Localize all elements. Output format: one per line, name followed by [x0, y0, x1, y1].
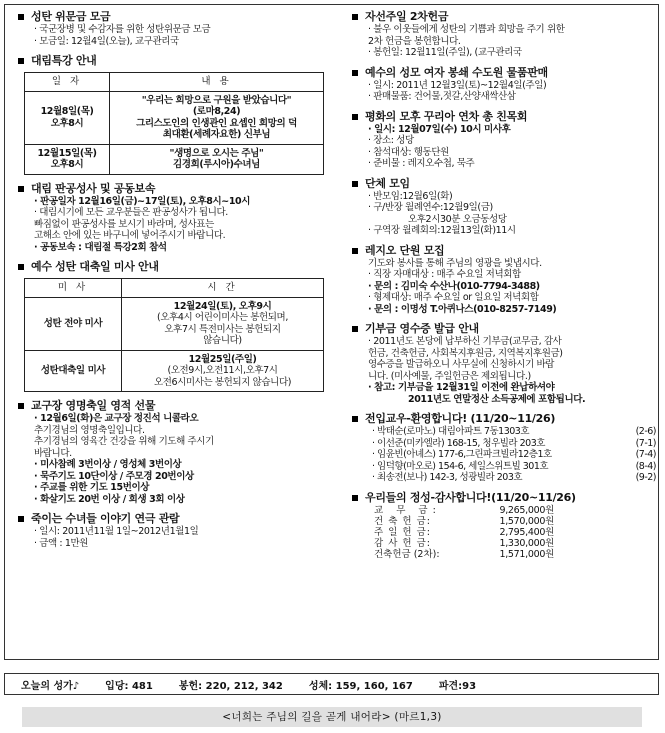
section-title: 교구장 영명축일 영적 선물: [14, 399, 332, 413]
mass-time-cell: 12월24일(토), 오후9시 (오후4시 어린이미사는 봉헌되며, 오후7시 특전미사는 봉헌되지 않습니다): [122, 297, 324, 350]
square-bullet-icon: [18, 186, 24, 192]
square-bullet-icon: [352, 495, 358, 501]
line: · 화살기도 20번 이상 / 희생 3회 이상: [34, 493, 185, 505]
square-bullet-icon: [18, 58, 24, 64]
right-column: [348, 10, 656, 567]
column-header: 내 용: [110, 73, 324, 92]
list-item: · 이선준(미카엘라) 168-15, 청우빌라 203호 (7-1): [372, 437, 656, 449]
lecture-table: [24, 72, 324, 175]
section-title: 자선주일 2차헌금: [348, 10, 656, 24]
offering-row: 감 사 헌 금: 1,330,000원: [374, 537, 554, 549]
line: · 직장 자매대상 : 매주 수요일 저녁회합: [368, 269, 521, 280]
legio-recruit-section: [348, 244, 656, 316]
line: · 장소: 성당: [368, 135, 414, 146]
section-title: 죽이는 수녀들 이야기 연극 관람: [14, 512, 332, 526]
square-bullet-icon: [352, 114, 358, 120]
line: 헌금, 건축헌금, 사회복지후원금, 지역복지후원금): [368, 347, 563, 359]
christmas-mass-section: [14, 260, 332, 392]
line: · 봉헌일: 12월11일(주일), (교구관리국: [368, 47, 522, 58]
list-item: · 최송전(보나) 142-3, 성광빌라 203호 (9-2): [372, 472, 656, 483]
line: 빠짐없이 판공성사를 보시기 바라며, 성사표는: [34, 218, 214, 230]
list-item: · 임윤빈(아녜스) 177-6,그린파크빌라12층1호 (7-4): [372, 449, 656, 460]
line: · 국군장병 및 수감자를 위한 성탄위문금 모금: [34, 24, 211, 35]
list-item: · 임덕향(마오로) 154-6, 세일스위트빌 301호 (8-4): [372, 460, 656, 472]
section-title: 전입교우-환영합니다! (11/20~11/26): [348, 412, 656, 426]
section-title: 예수 성탄 대축일 미사 안내: [14, 260, 332, 274]
content-cell: "생명으로 오시는 주님" 김경희(루시아)수녀님: [110, 144, 324, 174]
line: 2011년도 연말정산 소득공제에 포함됩니다.: [408, 393, 586, 405]
line: · 12월6일(화)은 교구장 정진석 니콜라오: [34, 413, 199, 424]
line: · 문의 : 김미숙 수산나(010-7794-3488): [368, 280, 540, 292]
line: · 불우 이웃들에게 성탄의 기쁨과 희망을 주기 위한: [368, 24, 565, 35]
section-title: 대림 판공성사 및 공동보속: [14, 182, 332, 196]
recessional-hymn: 파견:93: [438, 680, 477, 692]
offering-row: 건 축 헌 금: 1,570,000원: [374, 515, 554, 527]
list-item: · 박태순(로마노) 대림아파트 7동1303호 (2-6): [372, 426, 656, 437]
christmas-donation-section: [14, 10, 332, 47]
section-title: 예수의 성모 여자 봉쇄 수도원 물품판매: [348, 66, 656, 80]
section-title: 대림특강 안내: [14, 54, 332, 68]
line: · 형제대상: 매주 수요일 or 일요일 저녁회합: [368, 292, 539, 303]
line: · 대림시기에 모든 교우분들은 판공성사가 됩니다.: [34, 207, 228, 218]
date-cell: 12월15일(목) 오후8시: [25, 144, 110, 174]
line: · 일시: 2011년 12월3일(토)~12월4일(주일): [368, 79, 547, 91]
new-members-section: [348, 412, 656, 484]
line: 니다. (미사예물, 주일헌금은 제외됩니다.): [368, 370, 531, 382]
section-title: 성탄 위문금 모금: [14, 10, 332, 24]
confession-section: [14, 182, 332, 254]
offerings-section: [348, 491, 656, 560]
mass-time-cell: 12월25일(주일) (오전9시,오전11시,오후7시 오전6시미사는 봉헌되지 않습니다): [122, 350, 324, 392]
column-header: 미 사: [25, 279, 122, 298]
play-section: [14, 512, 332, 549]
mass-name-cell: 성탄 전야 미사: [25, 297, 122, 350]
charity-sunday-section: [348, 10, 656, 59]
section-title: 단체 모임: [348, 177, 656, 191]
line: · 문의 : 이명성 T.아퀴나스(010-8257-7149): [368, 303, 557, 315]
advent-lecture-section: [14, 54, 332, 175]
line: · 참석대상: 행동단원: [368, 146, 449, 158]
square-bullet-icon: [352, 70, 358, 76]
line: · 묵주기도 10단이상 / 주모경 20번이상: [34, 470, 194, 482]
section-title: 우리들의 정성-감사합니다!(11/20~11/26): [348, 491, 656, 505]
line: · 일시: 2011년11월 1일~2012년1월1일: [34, 526, 199, 537]
line: · 2011년도 본당에 납부하신 기부금(교무금, 감사: [368, 336, 562, 347]
line: 고해소 안에 있는 바구니에 넣어주시기 바랍니다.: [34, 230, 226, 241]
hymn-stats-bar: [4, 673, 659, 695]
table-row: [25, 350, 324, 392]
content-cell: "우리는 희망으로 구원을 받았습니다" (로마8,24) 그리스도인의 인생관인 요셉인 희망의 덕 최대환(세례자요한) 신부님: [110, 91, 324, 144]
line: · 판매물품: 건어물,젓갈,산양새싹산삼: [368, 91, 516, 102]
line: 오후2시30분 오금동성당: [408, 213, 507, 225]
line: · 준비물 : 레지오수첩, 묵주: [368, 158, 475, 169]
square-bullet-icon: [18, 264, 24, 270]
line: 추기경님의 영육간 건강을 위해 기도해 주시기: [34, 436, 214, 447]
table-row: [25, 144, 324, 174]
line: · 반모임:12월6일(화): [368, 190, 453, 202]
line: · 일시: 12월07일(수) 10시 미사후: [368, 123, 511, 135]
communion-hymn: 성체: 159, 160, 167: [308, 680, 413, 692]
square-bullet-icon: [18, 14, 24, 20]
table-row: [25, 297, 324, 350]
line: 바랍니다.: [34, 447, 72, 459]
left-column: [14, 10, 332, 556]
column-header: 시 간: [122, 279, 324, 298]
square-bullet-icon: [352, 14, 358, 20]
line: · 구역장 월례회의:12월13일(화)11시: [368, 225, 516, 236]
offertory-hymn: 봉헌: 220, 212, 342: [178, 680, 283, 692]
section-title: 기부금 영수증 발급 안내: [348, 322, 656, 336]
square-bullet-icon: [18, 516, 24, 522]
line: · 판공일자 12월16일(금)~17일(토), 오후8시~10시: [34, 195, 251, 207]
section-title: 레지오 단원 모집: [348, 244, 656, 258]
group-meeting-section: [348, 177, 656, 237]
line: · 금액 : 1만원: [34, 537, 89, 549]
monastery-sale-section: [348, 66, 656, 103]
line: 2차 헌금을 봉헌합니다.: [368, 35, 461, 47]
mass-name-cell: 성탄대축일 미사: [25, 350, 122, 392]
square-bullet-icon: [352, 248, 358, 254]
line: 영수증을 발급하오니 사무실에 신청하시기 바랍: [368, 359, 555, 370]
square-bullet-icon: [352, 326, 358, 332]
line: · 주교를 위한 기도 15번이상: [34, 482, 150, 493]
donation-receipt-section: [348, 322, 656, 405]
offering-row: 건축헌금 (2차): 1,571,000원: [374, 548, 554, 560]
square-bullet-icon: [352, 416, 358, 422]
table-row: [25, 91, 324, 144]
line: · 참고: 기부금을 12월31일 이전에 완납하셔야: [368, 382, 555, 393]
square-bullet-icon: [18, 403, 24, 409]
section-title: 평화의 모후 꾸리아 연차 총 친목회: [348, 110, 656, 124]
offering-row: 교 무 금: 9,265,000원: [374, 504, 554, 516]
line: · 공동보속 : 대림절 특강2회 참석: [34, 241, 167, 253]
offering-row: 주 일 헌 금: 2,795,400원: [374, 526, 554, 538]
line: · 미사참례 3번이상 / 영성체 3번이상: [34, 459, 182, 470]
hymn-label: 오늘의 성가♪: [21, 680, 80, 692]
line: 추기경님의 영명축일입니다.: [34, 424, 145, 436]
bishop-feast-section: [14, 399, 332, 505]
square-bullet-icon: [352, 181, 358, 187]
curia-gathering-section: [348, 110, 656, 170]
line: · 모금일: 12월4일(오늘), 교구관리국: [34, 35, 179, 47]
line: 기도와 봉사를 통해 주님의 영광을 빛냅시다.: [368, 257, 542, 269]
column-header: 일 자: [25, 73, 110, 92]
date-cell: 12월8일(목) 오후8시: [25, 91, 110, 144]
mass-table: [24, 278, 324, 392]
bible-verse: <너희는 주님의 길을 곧게 내어라> (마르1,3): [22, 707, 642, 727]
entrance-hymn: 입당: 481: [105, 680, 153, 692]
line: · 구/반장 월례연수:12월9일(금): [368, 202, 493, 213]
